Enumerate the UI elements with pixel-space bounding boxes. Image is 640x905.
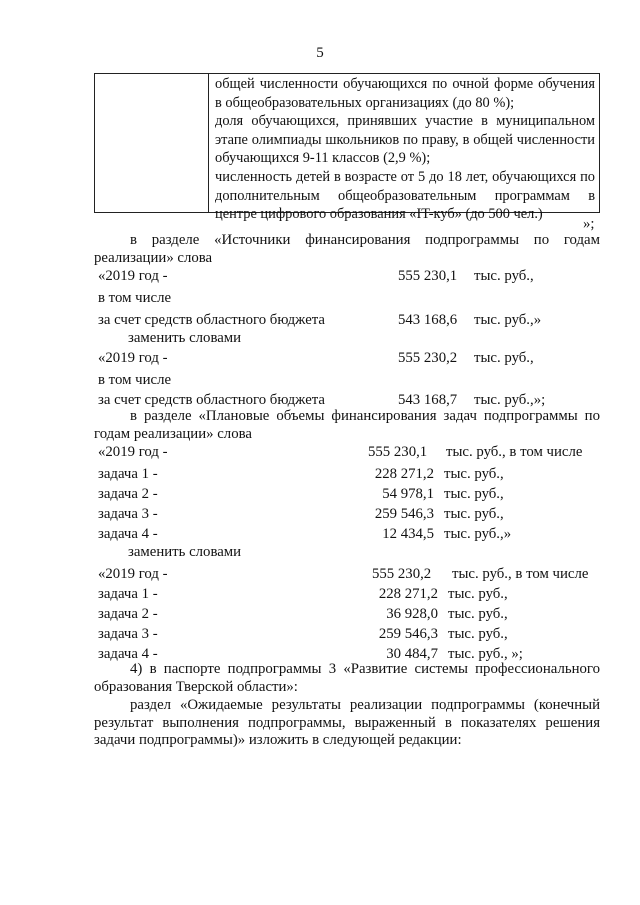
block2-old-unit: тыс. руб.,»: [444, 526, 512, 542]
table-cell-indicators: [215, 75, 595, 224]
block2-new-unit: тыс. руб.,: [448, 586, 508, 602]
block1-old-unit: тыс. руб.,»: [474, 312, 542, 328]
replace-label: заменить словами: [128, 330, 242, 346]
block2-old-value: 12 434,5: [382, 526, 434, 542]
block2-old-label: задача 4 -: [98, 526, 158, 542]
table-cell-paragraph: доля обучающихся, принявших участие в муниципальном этапе олимпиады школьников по праву, в общей численности обучающихся 9-11 классов (2,9 %);: [215, 113, 595, 167]
block2-old-unit: тыс. руб.,: [444, 506, 504, 522]
block1-old-label: в том числе: [98, 290, 172, 306]
block1-new-value: 555 230,2: [398, 350, 458, 366]
replace-label: заменить словами: [128, 544, 242, 560]
block1-new-label: «2019 год -: [98, 350, 168, 366]
block2-new-unit: тыс. руб.,: [448, 626, 508, 642]
block2-new-label: задача 1 -: [98, 586, 158, 602]
block2-old-label: задача 3 -: [98, 506, 158, 522]
item4-section-paragraph: раздел «Ожидаемые результаты реализации подпрограммы (конечный результат выполнения подпрограммы, выраженный в показателях решения задачи подпрограммы)» изложить в следующей редакции:: [94, 697, 600, 748]
block1-old-value: 543 168,6: [398, 312, 458, 328]
item4-paragraph: 4) в паспорте подпрограммы 3 «Развитие системы профессионального образования Тверской области»:: [94, 661, 600, 695]
block2-old-value: 228 271,2: [374, 466, 434, 482]
block2-new-value: 36 928,0: [386, 606, 438, 622]
block2-old-value: 54 978,1: [382, 486, 434, 502]
block1-new-unit: тыс. руб.,: [474, 350, 534, 366]
block2-old-label: задача 1 -: [98, 466, 158, 482]
block2-new-value: 30 484,7: [386, 646, 438, 662]
block1-old-value: 555 230,1: [398, 268, 458, 284]
block2-new-label: задача 2 -: [98, 606, 158, 622]
block2-old-value: 259 546,3: [374, 506, 434, 522]
block2-old-unit: тыс. руб.,: [444, 466, 504, 482]
block2-new-value: 228 271,2: [378, 586, 438, 602]
indicators-table: [94, 73, 600, 223]
block1-old-unit: тыс. руб.,: [474, 268, 534, 284]
block2-new-unit: тыс. руб.,: [448, 606, 508, 622]
block2-old-label: «2019 год -: [98, 444, 168, 460]
table-cell-paragraph: общей численности обучающихся по очной форме обучения в общеобразовательных организациях (до 80 %);: [215, 76, 595, 111]
block2-new-label: задача 3 -: [98, 626, 158, 642]
block2-new-value: 259 546,3: [378, 626, 438, 642]
block1-old-label: за счет средств областного бюджета: [98, 312, 325, 328]
section1-intro: в разделе «Источники финансирования подпрограммы по годам реализации» слова: [94, 232, 600, 266]
block2-new-label: «2019 год -: [98, 566, 168, 582]
section2-intro: в разделе «Плановые объемы финансирования задач подпрограммы по годам реализации» слова: [94, 408, 600, 442]
table-closing-quote: »;: [583, 216, 595, 232]
table-cell-paragraph: численность детей в возрасте от 5 до 18 лет, обучающихся по дополнительным общеобразовательным программам в центре цифрового образования «IT-куб» (до 500 чел.): [215, 168, 595, 223]
block1-new-value: 543 168,7: [398, 392, 458, 408]
block2-new-label: задача 4 -: [98, 646, 158, 662]
block1-new-label: за счет средств областного бюджета: [98, 392, 325, 408]
block2-old-unit: тыс. руб., в том числе: [446, 444, 583, 460]
block2-new-unit: тыс. руб., »;: [448, 646, 523, 662]
block2-new-value: 555 230,2: [372, 566, 432, 582]
block1-old-label: «2019 год -: [98, 268, 168, 284]
block1-new-unit: тыс. руб.,»;: [474, 392, 546, 408]
block2-old-label: задача 2 -: [98, 486, 158, 502]
block1-new-label: в том числе: [98, 372, 172, 388]
block2-new-unit: тыс. руб., в том числе: [452, 566, 589, 582]
block2-old-unit: тыс. руб.,: [444, 486, 504, 502]
block2-old-value: 555 230,1: [368, 444, 428, 460]
table-column-divider: [208, 74, 209, 212]
page-number: 5: [316, 45, 324, 61]
